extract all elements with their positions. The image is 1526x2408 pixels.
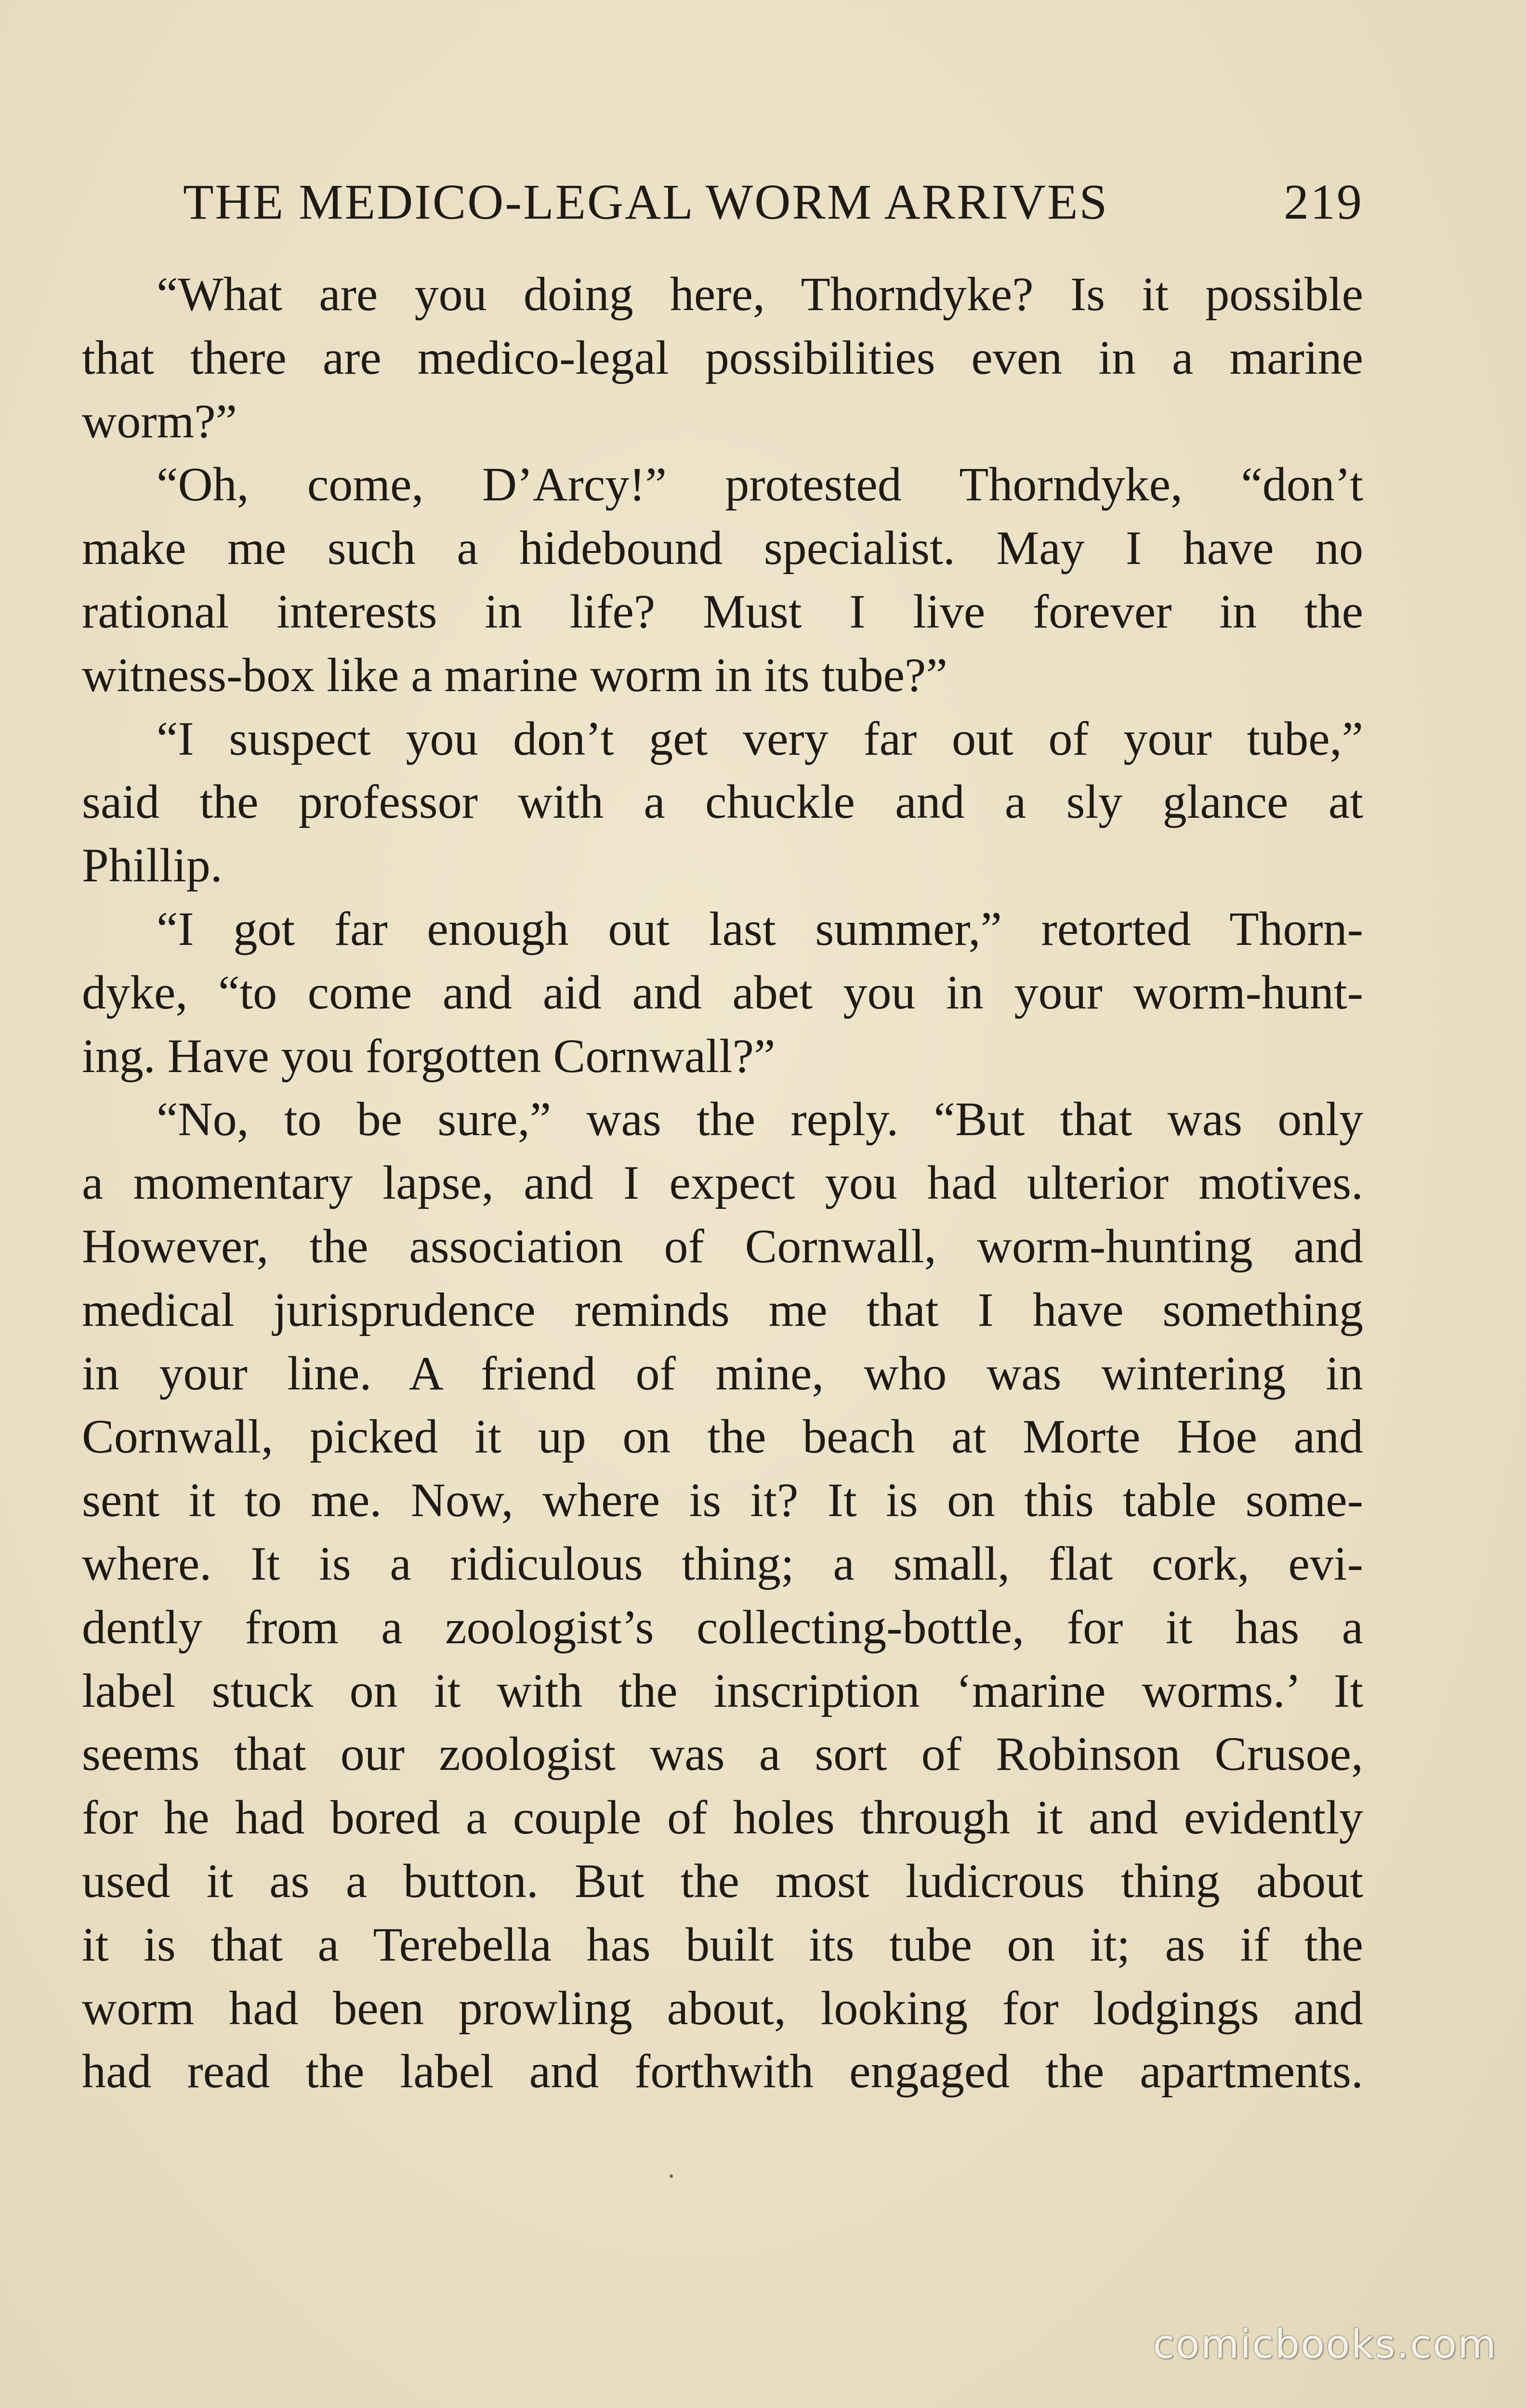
ink-speck bbox=[670, 2174, 673, 2178]
text-line: label stuck on it with the inscription ‘marine worms.’ It bbox=[82, 1663, 1363, 1717]
text-line: make me such a hidebound specialist. May I have no bbox=[82, 521, 1363, 575]
body-text bbox=[82, 262, 1363, 2103]
running-head bbox=[183, 173, 1363, 241]
running-head-title: THE MEDICO-LEGAL WORM ARRIVES bbox=[183, 174, 1109, 230]
text-line: ing. Have you forgotten Cornwall?” bbox=[82, 1029, 776, 1083]
page-number: 219 bbox=[1284, 174, 1363, 230]
text-line: “I got far enough out last summer,” retorted Thorn- bbox=[157, 902, 1363, 955]
text-line: in your line. A friend of mine, who was wintering in bbox=[82, 1346, 1363, 1400]
text-line: sent it to me. Now, where is it? It is on this table some- bbox=[82, 1473, 1363, 1527]
text-line: rational interests in life? Must I live forever in the bbox=[82, 584, 1363, 638]
text-line: “I suspect you don’t get very far out of your tube,” bbox=[157, 711, 1363, 765]
watermark-text: comicbooks.com bbox=[1153, 2322, 1497, 2368]
text-line: dently from a zoologist’s collecting-bottle, for it has a bbox=[82, 1600, 1363, 1654]
text-line: However, the association of Cornwall, worm-hunting and bbox=[82, 1219, 1363, 1273]
text-line: witness-box like a marine worm in its tube?” bbox=[82, 648, 947, 702]
text-line: “No, to be sure,” was the reply. “But that was only bbox=[157, 1092, 1363, 1146]
text-line: where. It is a ridiculous thing; a small, flat cork, evi- bbox=[82, 1536, 1363, 1590]
text-line: medical jurisprudence reminds me that I have something bbox=[82, 1283, 1363, 1336]
text-line: worm?” bbox=[82, 394, 237, 448]
text-line: had read the label and forthwith engaged the apartments. bbox=[82, 2044, 1363, 2098]
text-line: seems that our zoologist was a sort of Robinson Crusoe, bbox=[82, 1727, 1363, 1781]
text-line: said the professor with a chuckle and a sly glance at bbox=[82, 775, 1363, 829]
text-line: Cornwall, picked it up on the beach at Morte Hoe and bbox=[82, 1410, 1363, 1464]
text-line: “What are you doing here, Thorndyke? Is it possible bbox=[157, 267, 1363, 321]
text-line: a momentary lapse, and I expect you had ulterior motives. bbox=[82, 1156, 1363, 1210]
text-line: that there are medico-legal possibilities even in a marine bbox=[82, 330, 1363, 384]
text-line: it is that a Terebella has built its tube on it; as if the bbox=[82, 1917, 1363, 1971]
text-line: worm had been prowling about, looking for lodgings and bbox=[82, 1981, 1363, 2035]
text-line: dyke, “to come and aid and abet you in your worm-hunt- bbox=[82, 965, 1363, 1019]
text-line: used it as a button. But the most ludicrous thing about bbox=[82, 1854, 1363, 1908]
text-line: for he had bored a couple of holes through it and evidently bbox=[82, 1791, 1363, 1845]
text-line: Phillip. bbox=[82, 838, 223, 892]
text-line: “Oh, come, D’Arcy!” protested Thorndyke, “don’t bbox=[157, 458, 1363, 511]
